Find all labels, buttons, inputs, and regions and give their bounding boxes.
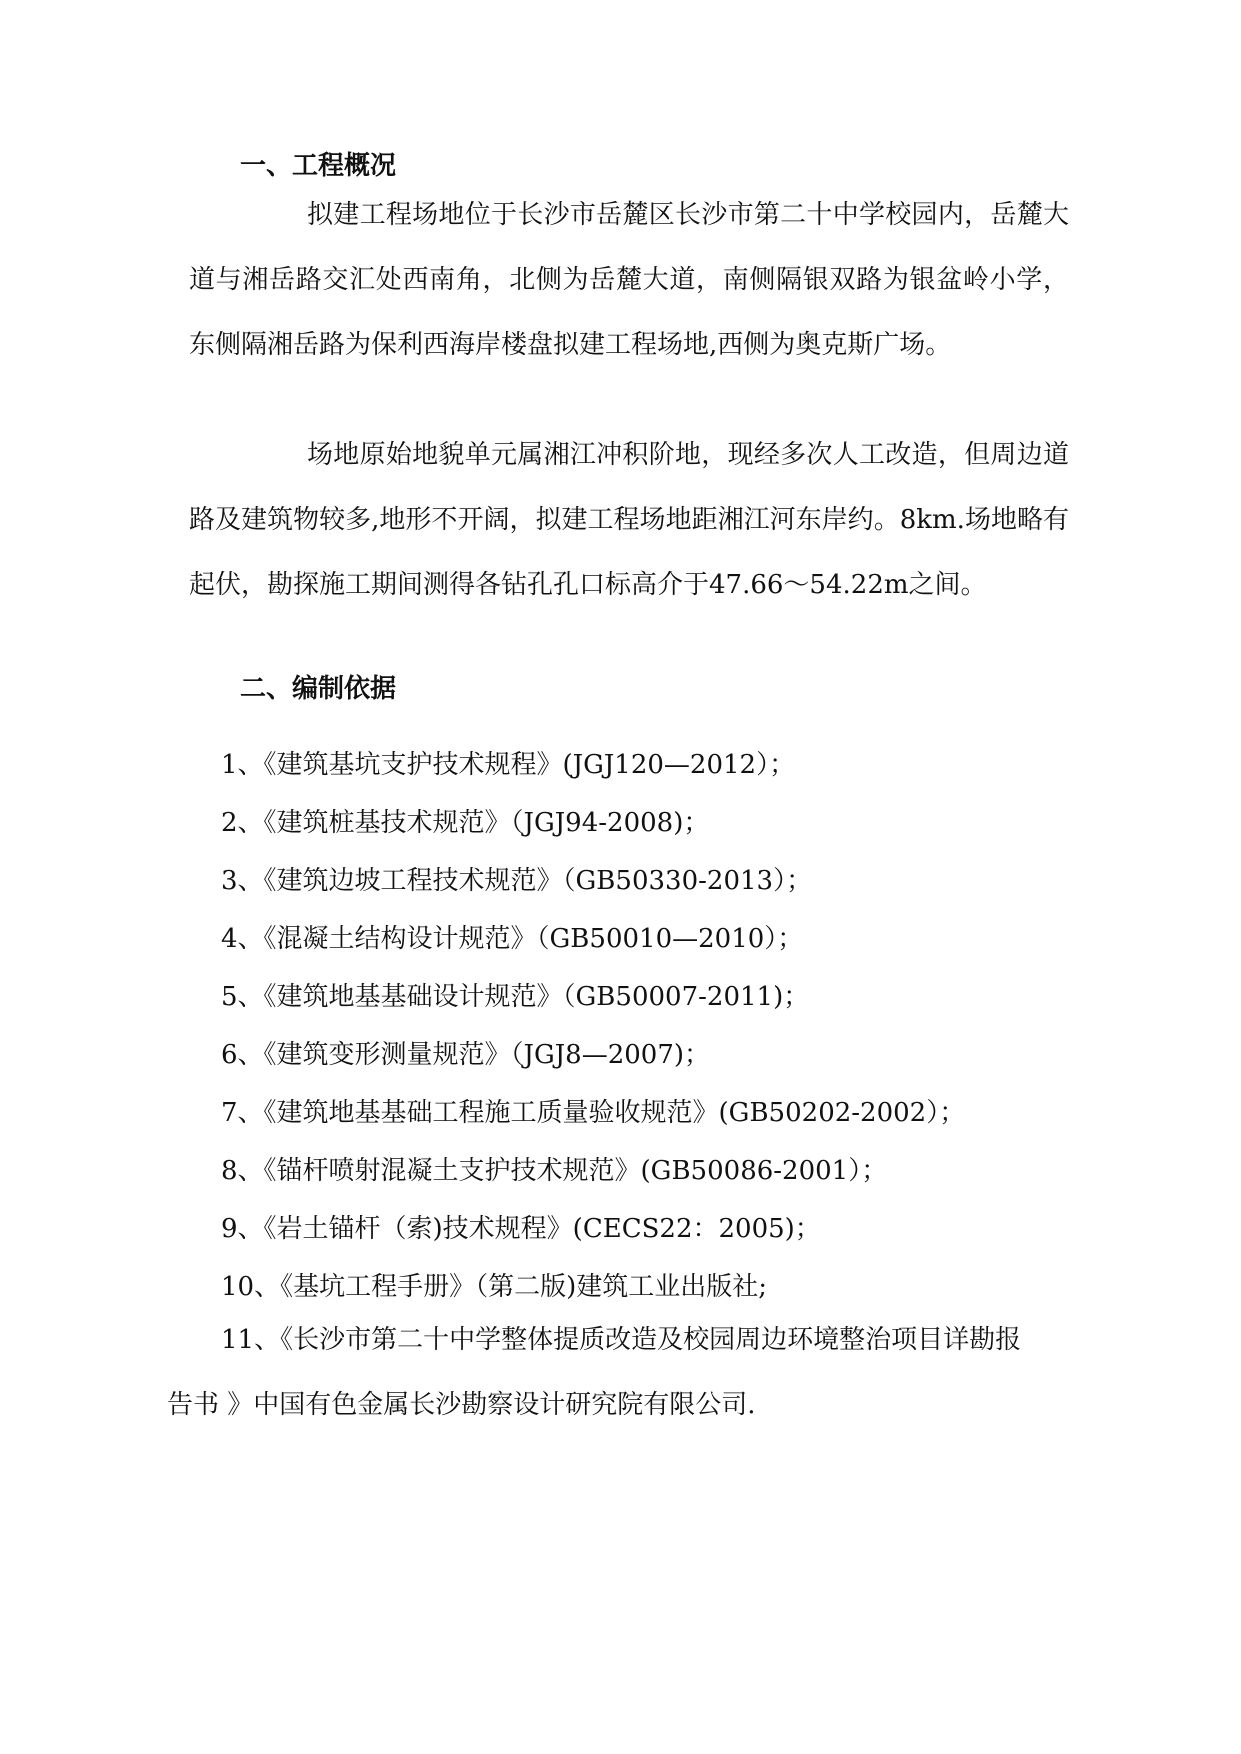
reference-item: 3、《建筑边坡工程技术规范》（GB50330-2013）； <box>221 866 813 896</box>
reference-item: 8、《锚杆喷射混凝土支护技术规范》(GB50086-2001）； <box>221 1156 888 1186</box>
reference-item: 5、《建筑地基基础设计规范》（GB50007-2011)； <box>221 982 810 1012</box>
reference-item: 9、《岩土锚杆（索)技术规程》(CECS22：2005)； <box>221 1214 821 1244</box>
paragraph-site-location: 拟建工程场地位于长沙市岳麓区长沙市第二十中学校园内，岳麓大道与湘岳路交汇处西南角，北侧为岳麓大道，南侧隔银双路为银盆岭小学，东侧隔湘岳路为保利西海岸楼盘拟建工程场地,西侧为奥克斯广场。 <box>189 200 1069 360</box>
reference-item: 2、《建筑桩基技术规范》（JGJ94-2008)； <box>221 808 710 838</box>
reference-item: 1、《建筑基坑支护技术规程》(JGJ120—2012）； <box>221 750 796 780</box>
paragraph-site-terrain: 场地原始地貌单元属湘江冲积阶地，现经多次人工改造，但周边道路及建筑物较多,地形不开阔，拟建工程场地距湘江河东岸约。8km.场地略有起伏，勘探施工期间测得各钻孔孔口标高介于47.66～54.22m之间。 <box>189 440 1069 600</box>
reference-item: 11、《长沙市第二十中学整体提质改造及校园周边环境整治项目详勘报告书 》中国有色金属长沙勘察设计研究院有限公司. <box>167 1325 1022 1420</box>
section-heading-basis: 二、编制依据 <box>240 674 397 704</box>
section-heading-project-overview: 一、工程概况 <box>240 151 397 181</box>
reference-item: 4、《混凝土结构设计规范》（GB50010—2010）； <box>221 924 804 954</box>
reference-item: 10、《基坑工程手册》（第二版)建筑工业出版社; <box>221 1272 767 1302</box>
reference-item: 7、《建筑地基基础工程施工质量验收规范》(GB50202-2002）； <box>221 1098 966 1128</box>
reference-item: 6、《建筑变形测量规范》（JGJ8—2007)； <box>221 1040 711 1070</box>
